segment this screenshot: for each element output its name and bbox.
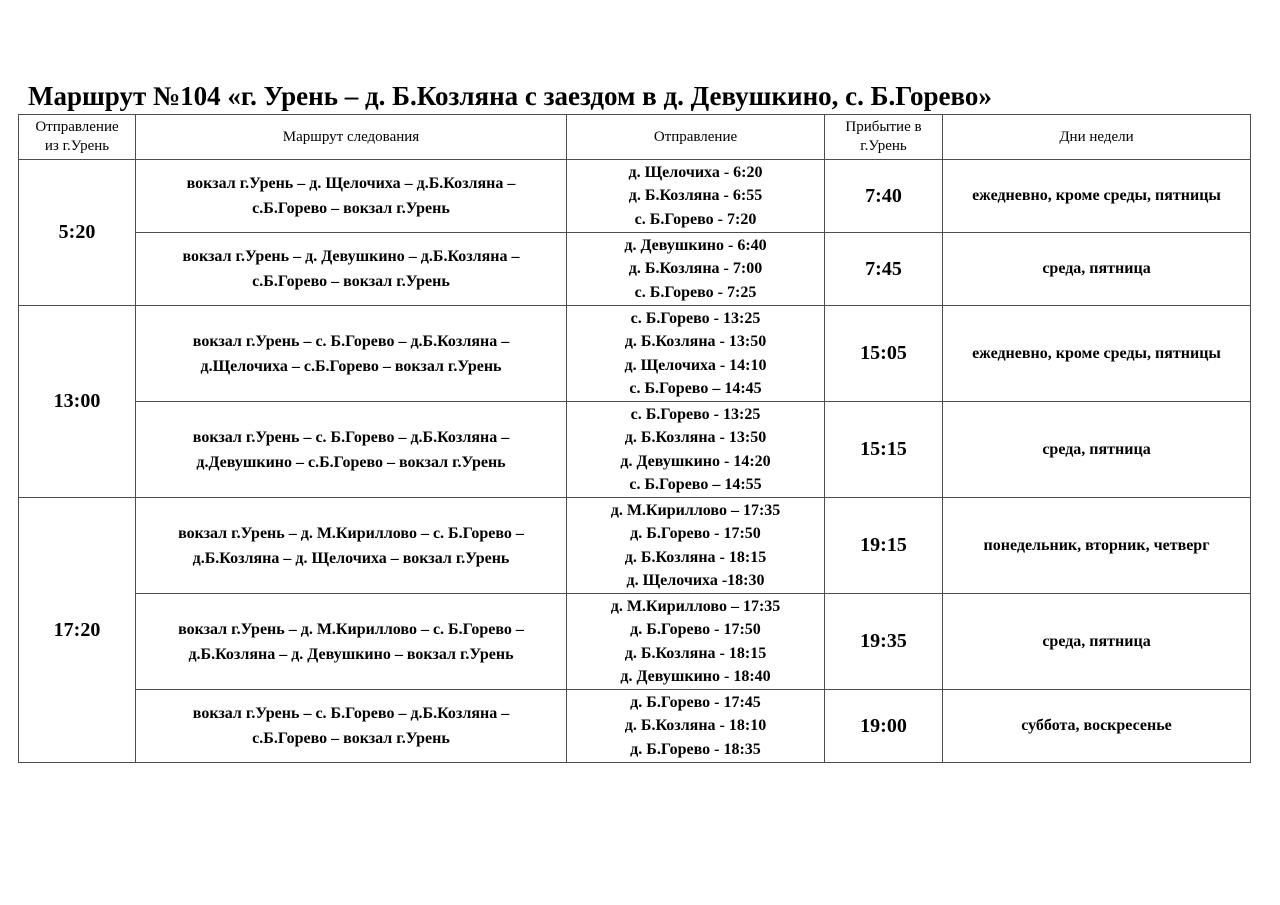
header-arrival-line1: Прибытие в bbox=[845, 119, 922, 135]
stop-time: д. Б.Козляна - 18:15 bbox=[624, 548, 767, 566]
page-title: Маршрут №104 «г. Урень – д. Б.Козляна с заездом в д. Девушкино, с. Б.Горево» bbox=[28, 81, 992, 111]
route-cell bbox=[136, 306, 567, 402]
route-line: с.Б.Горево – вокзал г.Урень bbox=[252, 273, 450, 290]
route-line: вокзал г.Урень – д. Щелочиха – д.Б.Козляна – bbox=[186, 175, 516, 192]
days-cell: среда, пятница bbox=[943, 594, 1251, 690]
table-row bbox=[19, 690, 1251, 763]
departure-time-cell: 5:20 bbox=[19, 160, 136, 306]
route-line: вокзал г.Урень – д. М.Кириллово – с. Б.Горево – bbox=[178, 620, 524, 638]
stop-time: д. Девушкино - 18:40 bbox=[620, 668, 771, 685]
stops-cell bbox=[567, 402, 825, 498]
route-cell bbox=[136, 402, 567, 498]
stops-cell bbox=[567, 233, 825, 306]
table-row bbox=[19, 594, 1251, 690]
stop-time: д. Щелочиха -18:30 bbox=[626, 572, 765, 589]
stop-time: с. Б.Горево – 14:55 bbox=[629, 476, 762, 493]
days-cell: ежедневно, кроме среды, пятницы bbox=[943, 306, 1251, 402]
route-line: вокзал г.Урень – с. Б.Горево – д.Б.Козляна – bbox=[192, 428, 510, 446]
header-departure-line1: Отправление bbox=[35, 119, 119, 135]
stop-time: д. М.Кириллово – 17:35 bbox=[610, 501, 781, 519]
header-days-of-week: Дни недели bbox=[943, 115, 1251, 160]
arrival-time-cell: 7:45 bbox=[825, 233, 943, 306]
stop-time: д. Девушкино - 6:40 bbox=[624, 236, 767, 254]
route-cell bbox=[136, 498, 567, 594]
stop-time: д. Б.Горево - 17:50 bbox=[630, 525, 761, 542]
route-cell bbox=[136, 160, 567, 233]
route-cell bbox=[136, 233, 567, 306]
stops-cell bbox=[567, 498, 825, 594]
arrival-time-cell: 7:40 bbox=[825, 160, 943, 233]
header-departure-from-uren bbox=[19, 115, 136, 160]
route-line: вокзал г.Урень – с. Б.Горево – д.Б.Козляна – bbox=[192, 705, 510, 722]
arrival-time-cell: 15:15 bbox=[825, 402, 943, 498]
route-line: д.Щелочиха – с.Б.Горево – вокзал г.Урень bbox=[200, 357, 502, 375]
stop-time: д. Б.Горево - 17:50 bbox=[630, 621, 761, 638]
days-cell: суббота, воскресенье bbox=[943, 690, 1251, 763]
table-row bbox=[19, 160, 1251, 233]
stop-time: д. Б.Козляна - 13:50 bbox=[624, 333, 767, 350]
route-line: д.Девушкино – с.Б.Горево – вокзал г.Урень bbox=[196, 453, 506, 471]
stops-cell bbox=[567, 306, 825, 402]
stop-time: с. Б.Горево - 13:25 bbox=[630, 309, 761, 327]
route-cell bbox=[136, 594, 567, 690]
stop-time: д. Девушкино - 14:20 bbox=[620, 452, 771, 470]
days-cell: среда, пятница bbox=[943, 233, 1251, 306]
table-row bbox=[19, 498, 1251, 594]
stops-cell bbox=[567, 690, 825, 763]
stop-time: д. Щелочиха - 6:20 bbox=[628, 163, 763, 181]
table-row bbox=[19, 306, 1251, 402]
departure-time-cell: 13:00 bbox=[19, 306, 136, 498]
table-header-row bbox=[19, 115, 1251, 160]
table-row bbox=[19, 402, 1251, 498]
route-line: вокзал г.Урень – с. Б.Горево – д.Б.Козляна – bbox=[192, 332, 510, 350]
route-line: д.Б.Козляна – д. Девушкино – вокзал г.Урень bbox=[188, 645, 514, 663]
stop-time: с. Б.Горево – 14:45 bbox=[629, 380, 762, 397]
header-departure-line2: из г.Урень bbox=[44, 138, 110, 154]
route-line: вокзал г.Урень – д. Девушкино – д.Б.Козляна – bbox=[182, 248, 520, 265]
stop-time: д. Б.Козляна - 13:50 bbox=[624, 429, 767, 446]
stop-time: д. Б.Козляна - 18:10 bbox=[624, 717, 767, 735]
route-line: вокзал г.Урень – д. М.Кириллово – с. Б.Горево – bbox=[178, 524, 524, 542]
days-cell: среда, пятница bbox=[943, 402, 1251, 498]
route-line: с.Б.Горево – вокзал г.Урень bbox=[252, 200, 450, 217]
days-cell: ежедневно, кроме среды, пятницы bbox=[943, 160, 1251, 233]
stop-time: с. Б.Горево - 7:25 bbox=[634, 283, 757, 301]
stop-time: д. Б.Козляна - 7:00 bbox=[628, 260, 763, 278]
stop-time: д. Б.Козляна - 6:55 bbox=[628, 187, 763, 205]
stop-time: с. Б.Горево - 7:20 bbox=[634, 210, 757, 228]
route-cell bbox=[136, 690, 567, 763]
arrival-time-cell: 19:35 bbox=[825, 594, 943, 690]
header-route: Маршрут следования bbox=[136, 115, 567, 160]
stop-time: д. Б.Горево - 17:45 bbox=[630, 693, 761, 711]
stops-cell bbox=[567, 594, 825, 690]
stop-time: д. Б.Козляна - 18:15 bbox=[624, 644, 767, 662]
stop-time: д. Б.Горево - 18:35 bbox=[630, 740, 761, 758]
departure-time-cell: 17:20 bbox=[19, 498, 136, 763]
arrival-time-cell: 19:15 bbox=[825, 498, 943, 594]
route-line: д.Б.Козляна – д. Щелочиха – вокзал г.Урень bbox=[192, 549, 510, 567]
schedule-table bbox=[18, 114, 1251, 763]
stop-time: с. Б.Горево - 13:25 bbox=[630, 405, 761, 423]
route-line: с.Б.Горево – вокзал г.Урень bbox=[252, 730, 450, 747]
header-arrival-line2: г.Урень bbox=[860, 138, 907, 154]
header-arrival-to-uren bbox=[825, 115, 943, 160]
header-stops-departure: Отправление bbox=[567, 115, 825, 160]
stop-time: д. М.Кириллово – 17:35 bbox=[610, 597, 781, 615]
arrival-time-cell: 15:05 bbox=[825, 306, 943, 402]
stop-time: д. Щелочиха - 14:10 bbox=[624, 356, 767, 374]
stops-cell bbox=[567, 160, 825, 233]
days-cell: понедельник, вторник, четверг bbox=[943, 498, 1251, 594]
arrival-time-cell: 19:00 bbox=[825, 690, 943, 763]
table-row bbox=[19, 233, 1251, 306]
